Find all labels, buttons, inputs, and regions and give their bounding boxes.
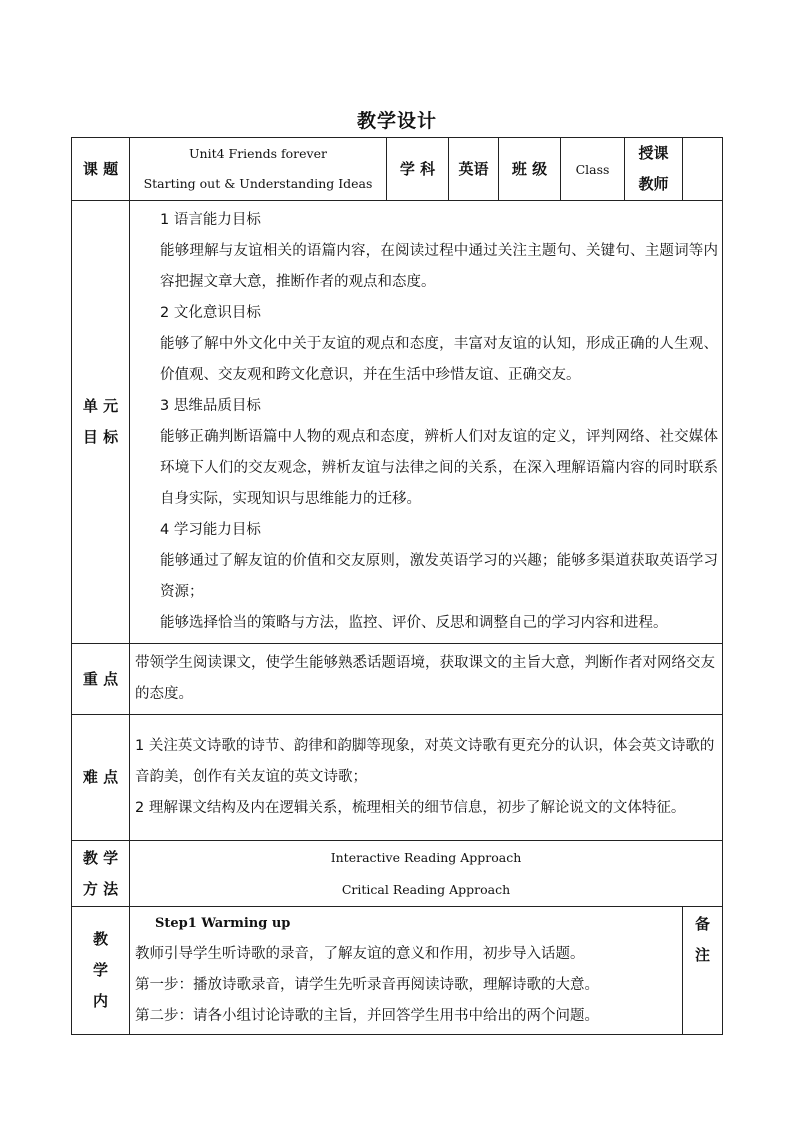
document-title: 教学设计 xyxy=(356,110,437,132)
class-label: 班 级 xyxy=(499,138,561,201)
goal-heading: 4 学习能力目标 xyxy=(160,522,261,538)
teacher-label-line-2: 教师 xyxy=(638,175,669,193)
method-item: Critical Reading Approach xyxy=(341,881,511,897)
teacher-label-line-1: 授课 xyxy=(638,144,669,162)
difficulties-label: 难 点 xyxy=(72,715,130,841)
content-line: 教师引导学生听诗歌的录音，了解友谊的意义和作用，初步导入话题。 xyxy=(135,946,585,962)
content-line: 第一步：播放诗歌录音，请学生先听录音再阅读诗歌，理解诗歌的大意。 xyxy=(135,977,599,993)
unit-goals-content xyxy=(130,201,723,644)
header-row xyxy=(72,138,723,201)
methods-label xyxy=(72,841,130,907)
topic-line-2: Starting out & Understanding Ideas xyxy=(143,176,373,191)
difficulties-row xyxy=(72,715,723,841)
goal-text: 能够正确判断语篇中人物的观点和态度，辨析人们对友谊的定义，评判网络、社交媒体环境下人们的交友观念，辨析友谊与法律之间的关系，在深入理解语篇内容的同时联系自身实际，实现知识与思维能力的迁移。 xyxy=(160,429,718,507)
lesson-plan-table xyxy=(71,137,723,1035)
methods-row xyxy=(72,841,723,907)
notes-label xyxy=(683,907,723,1035)
difficulty-item: 2 理解课文结构及内在逻辑关系，梳理相关的细节信息，初步了解论说文的文体特征。 xyxy=(135,800,686,816)
goal-heading: 3 思维品质目标 xyxy=(160,398,261,414)
key-points-label: 重 点 xyxy=(72,644,130,715)
teacher-label xyxy=(625,138,683,201)
subject-label: 学 科 xyxy=(387,138,449,201)
subject-value: 英语 xyxy=(449,138,499,201)
content-label-line-2: 学 xyxy=(92,961,108,979)
unit-goals-row xyxy=(72,201,723,644)
content-label-line-3: 内 xyxy=(92,992,108,1010)
topic-label: 课 题 xyxy=(72,138,130,201)
goal-text: 能够理解与友谊相关的语篇内容，在阅读过程中通过关注主题句、关键句、主题词等内容把握文章大意，推断作者的观点和态度。 xyxy=(160,243,718,290)
methods-label-line-1: 教 学 xyxy=(82,848,119,867)
unit-goals-label xyxy=(72,201,130,644)
difficulty-item: 1 关注英文诗歌的诗节、韵律和韵脚等现象，对英文诗歌有更充分的认识，体会英文诗歌的音韵美，创作有关友谊的英文诗歌； xyxy=(135,738,715,785)
key-points-text: 带领学生阅读课文，使学生能够熟悉话题语境，获取课文的主旨大意，判断作者对网络交友的态度。 xyxy=(130,644,723,715)
notes-label-line-1: 备 xyxy=(694,915,710,933)
content-row xyxy=(72,907,723,1035)
goal-text-extra: 能够选择恰当的策略与方法，监控、评价、反思和调整自己的学习内容和进程。 xyxy=(160,615,668,631)
content-label xyxy=(72,907,130,1035)
key-points-row xyxy=(72,644,723,715)
topic-value xyxy=(130,138,387,201)
methods-label-line-2: 方 法 xyxy=(82,879,119,898)
notes-label-line-2: 注 xyxy=(694,946,710,964)
content-text xyxy=(130,907,683,1035)
goal-text: 能够了解中外文化中关于友谊的观点和态度，丰富对友谊的认知，形成正确的人生观、价值观、交友观和跨文化意识，并在生活中珍惜友谊、正确交友。 xyxy=(160,336,718,383)
goal-text: 能够通过了解友谊的价值和交友原则，激发英语学习的兴趣；能够多渠道获取英语学习资源； xyxy=(160,553,718,600)
unit-goals-label-line-1: 单 元 xyxy=(82,397,119,415)
content-line: 第二步：请各小组讨论诗歌的主旨，并回答学生用书中给出的两个问题。 xyxy=(135,1008,599,1024)
class-value: Class xyxy=(561,138,625,201)
teacher-value xyxy=(683,138,723,201)
goal-heading: 1 语言能力目标 xyxy=(160,212,261,228)
step-title: Step1 Warming up xyxy=(155,916,291,931)
content-label-line-1: 教 xyxy=(92,930,108,948)
unit-goals-label-line-2: 目 标 xyxy=(82,428,119,446)
difficulties-content xyxy=(130,715,723,841)
methods-content xyxy=(130,841,723,907)
goal-heading: 2 文化意识目标 xyxy=(160,305,261,321)
method-item: Interactive Reading Approach xyxy=(330,849,522,865)
topic-line-1: Unit4 Friends forever xyxy=(189,146,327,161)
